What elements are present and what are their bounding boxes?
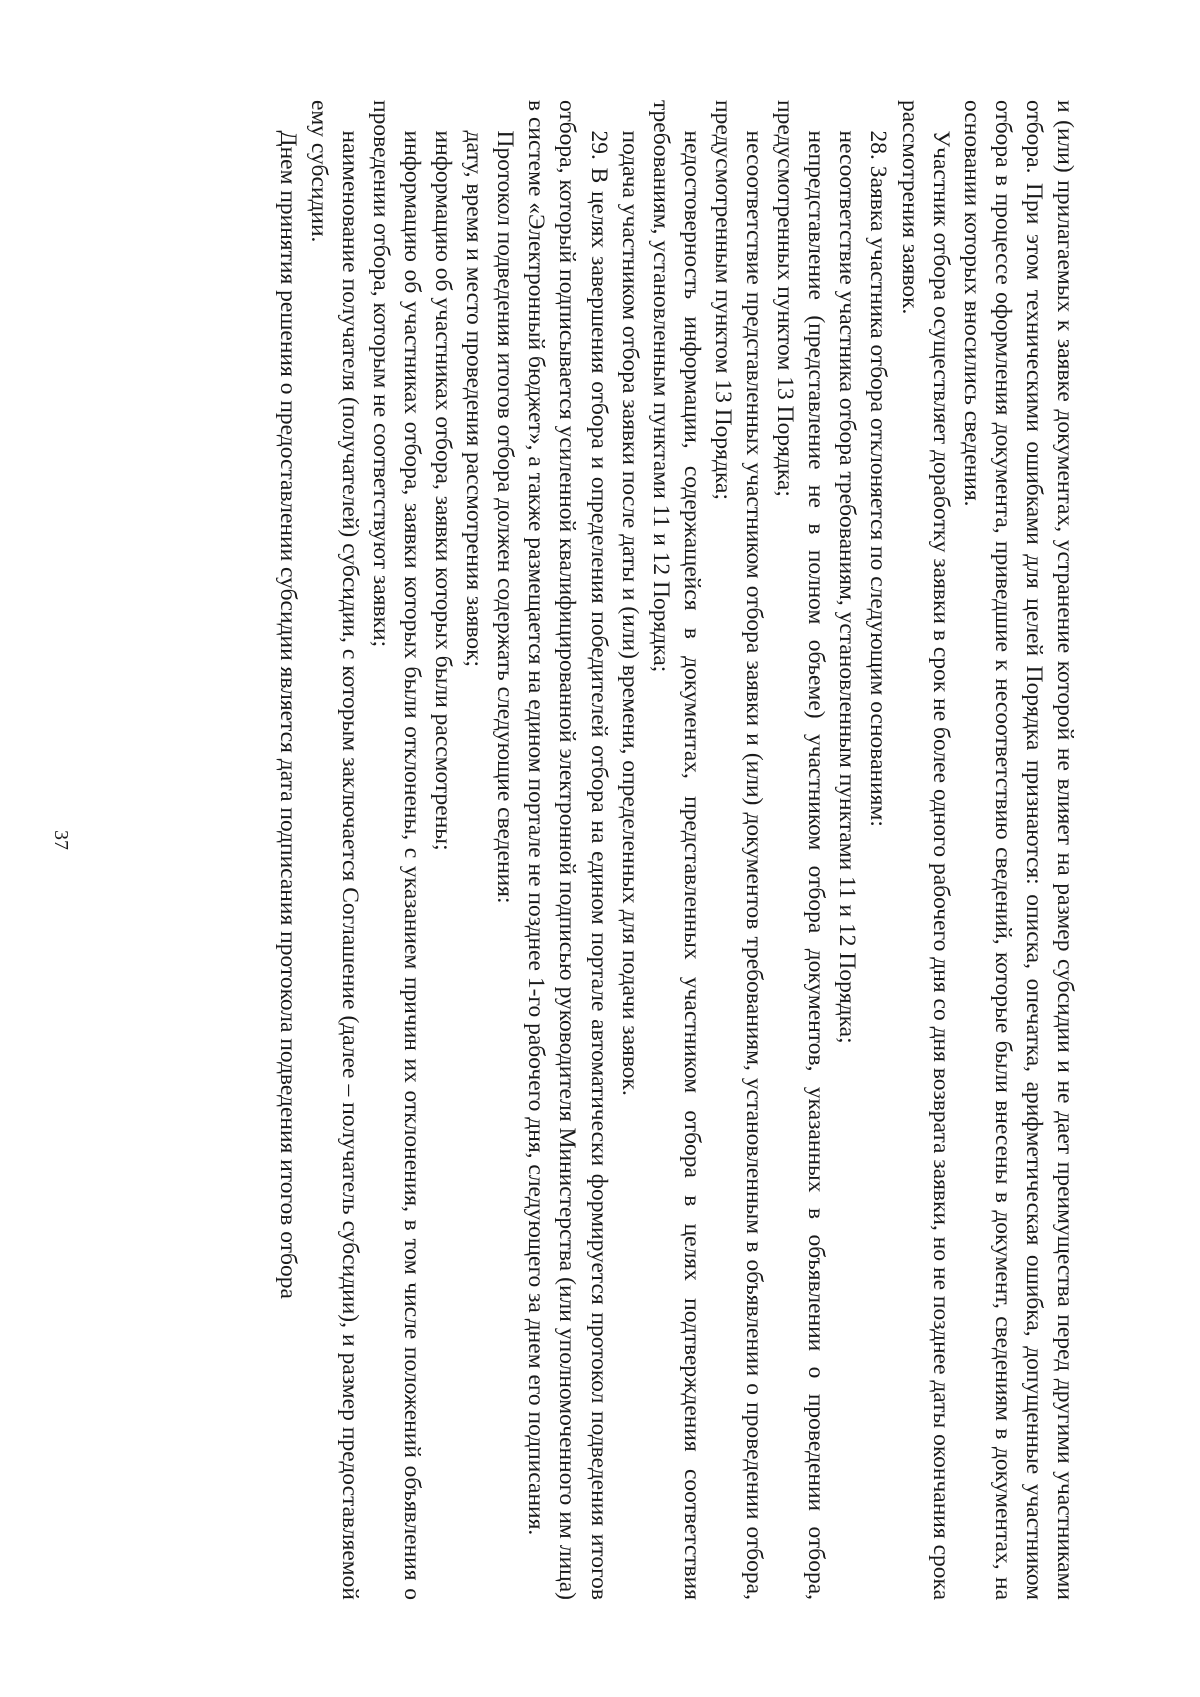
paragraph: Участник отбора осуществляет доработку заявки в срок не более одного рабочего дня со дня возврата заявки, но не позднее даты окончания срока рассмотрения заявок.: [896, 100, 954, 1600]
paragraph: Днем принятия решения о предоставлении субсидии является дата подписания протокола подведения итогов отбора: [274, 130, 301, 1299]
paragraph: 29. В целях завершения отбора и определения победителей отбора на едином портале автоматически формируется протокол подведения итогов отбора, который подписывается усиленной квалифицированной электронной подписью руководителя Министерства (или уполномоченного им лица) в системе «Электронный бюджет», а также размещается на едином портале не позднее 1-го рабочего дня, следующего за днем его подписания.: [523, 100, 612, 1600]
list-item: наименование получателя (получателей) субсидии, с которым заключается Соглашение (далее – получатель субсидии), и размер предоставляемой ему субсидии.: [305, 100, 363, 1600]
list-item: дату, время и место проведения рассмотрения заявок;: [461, 130, 488, 668]
list-item: несоответствие участника отбора требованиям, установленным пунктами 11 и 12 Порядка;: [834, 130, 861, 1044]
list-item: информацию об участниках отбора, заявки которых были рассмотрены;: [430, 130, 457, 851]
list-item: несоответствие представленных участником отбора заявки и (или) документов требованиям, установленным в объявлении о проведении отбора, предусмотренным пунктом 13 Порядка;: [709, 100, 768, 1600]
paragraph: 28. Заявка участника отбора отклоняется по следующим основаниям:: [865, 130, 892, 827]
paragraph: Протокол подведения итогов отбора должен содержать следующие сведения:: [492, 130, 519, 904]
list-item: недостоверность информации, содержащейся в документах, представленных участником отбора в целях подтверждения соответствия требованиям, установленным пунктами 11 и 12 Порядка;: [647, 100, 705, 1600]
list-item: информацию об участниках отбора, заявки которых были отклонены, с указанием причин их отклонения, в том числе положений объявления о проведении отбора, которым не соответствуют заявки;: [367, 100, 426, 1600]
paragraph: и (или) прилагаемых к заявке документах, устранение которой не влияет на размер субсидии и не дает преимущества перед другими участниками отбора. При этом техническими ошибками для целей Порядка признаются: описка, опечатка, арифметическая ошибка, допущенные участником отбора в процессе оформления документа, приведшие к несоответствию сведений, которые были внесены в документ, сведениям в документах, на основании которых вносились сведения.: [958, 100, 1078, 1600]
list-item: непредставление (представление не в полном объеме) участником отбора документов, указанных в объявлении о проведении отбора, предусмотренных пунктом 13 Порядка;: [772, 100, 830, 1600]
list-item: подача участником отбора заявки после даты и (или) времени, определенных для подачи заявок.: [616, 130, 643, 1096]
body-text: [272, 100, 1080, 1600]
page-number: 37: [50, 830, 72, 850]
